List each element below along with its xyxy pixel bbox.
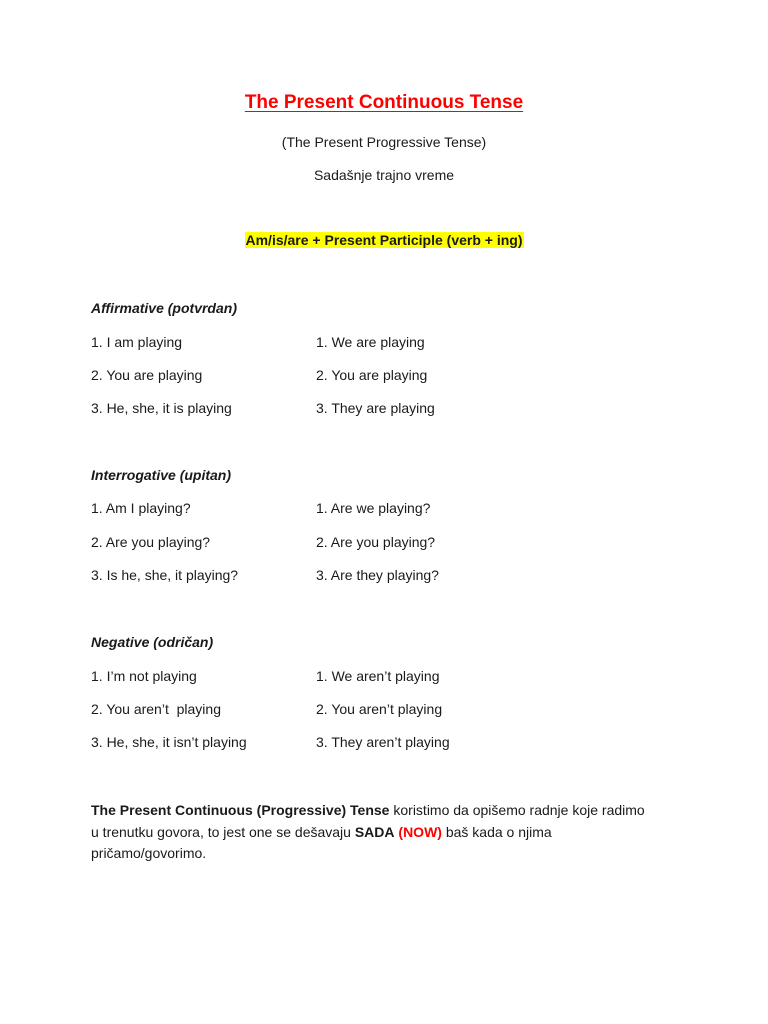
- row-singular: 3. Is he, she, it playing?: [91, 567, 239, 583]
- section-heading-interrogative: Interrogative (upitan): [91, 467, 232, 483]
- row-singular: 3. He, she, it is playing: [91, 400, 232, 416]
- paragraph-now: (NOW): [398, 823, 442, 840]
- table-row: [91, 534, 691, 554]
- row-singular: 1. Am I playing?: [91, 500, 191, 516]
- table-row: [91, 567, 691, 587]
- row-singular: 1. I am playing: [91, 334, 183, 350]
- subtitle: (The Present Progressive Tense): [281, 134, 487, 150]
- table-row: [91, 500, 691, 520]
- row-singular: 1. I’m not playing: [91, 668, 197, 684]
- row-plural: 3. They aren’t playing: [316, 734, 450, 750]
- translation-line: Sadašnje trajno vreme: [313, 167, 455, 183]
- row-plural: 1. Are we playing?: [316, 500, 431, 516]
- row-singular: 2. Are you playing?: [91, 534, 211, 550]
- row-plural: 1. We aren’t playing: [316, 668, 440, 684]
- paragraph-sada: SADA: [354, 823, 395, 840]
- table-row: [91, 668, 691, 688]
- paragraph-text-end: baš kada o njima pričamo/govorimo.: [91, 823, 552, 861]
- formula-line: [0, 232, 768, 248]
- row-singular: 2. You are playing: [91, 367, 203, 383]
- page-title: The Present Continuous Tense: [244, 92, 524, 113]
- row-plural: 3. They are playing: [316, 400, 435, 416]
- table-row: [91, 367, 691, 387]
- explanation-paragraph: [91, 800, 651, 865]
- row-plural: 2. You aren’t playing: [316, 701, 443, 717]
- row-plural: 1. We are playing: [316, 334, 425, 350]
- row-plural: 2. Are you playing?: [316, 534, 436, 550]
- section-heading-negative: Negative (odričan): [91, 634, 214, 650]
- table-row: [91, 734, 691, 754]
- formula-highlight: Am/is/are + Present Participle (verb + ing): [245, 232, 523, 248]
- paragraph-text: koristimo da opišemo radnje koje radimo u trenutku govora, to jest one se dešavaju: [91, 802, 645, 840]
- table-row: [91, 400, 691, 420]
- table-row: [91, 334, 691, 354]
- paragraph-lead: The Present Continuous (Progressive) Tense: [91, 802, 390, 818]
- row-singular: 2. You aren’t playing: [91, 701, 221, 717]
- row-plural: 3. Are they playing?: [316, 567, 439, 583]
- row-singular: 3. He, she, it isn’t playing: [91, 734, 247, 750]
- table-row: [91, 701, 691, 721]
- row-plural: 2. You are playing: [316, 367, 428, 383]
- section-heading-affirmative: Affirmative (potvrdan): [91, 300, 237, 316]
